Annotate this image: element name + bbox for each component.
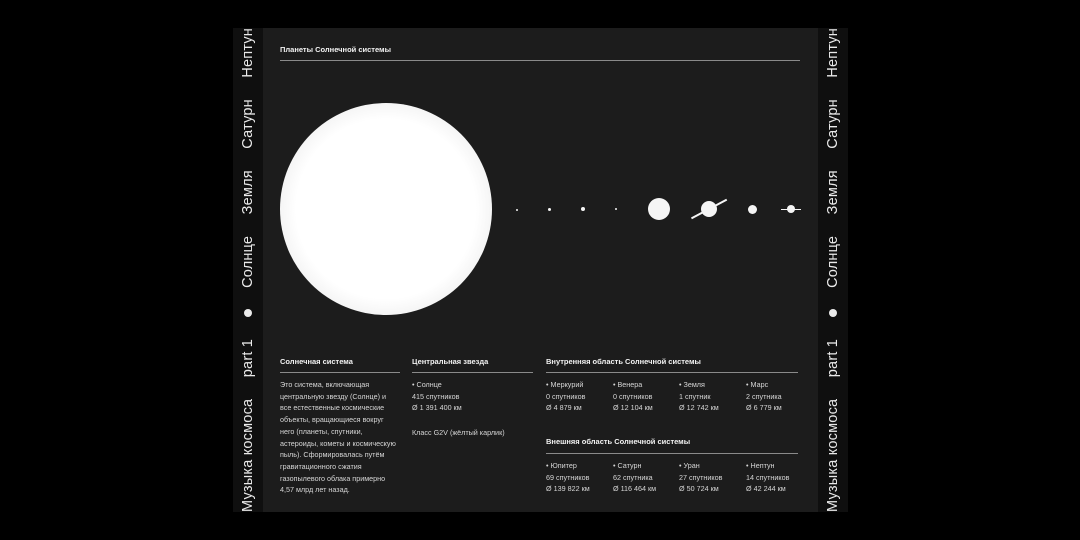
planet-diameter: Ø 50 724 км [679, 484, 719, 494]
divider [546, 453, 798, 454]
planet-uranus [748, 205, 757, 214]
caption-neptune: Нептун [240, 28, 256, 78]
planet-name: • Нептун [746, 460, 789, 472]
planet-moons: 2 спутника [746, 391, 782, 401]
planet-moons: 69 спутников [546, 472, 590, 482]
right-side-strip [818, 28, 848, 512]
neptune-line [781, 209, 801, 210]
sun-illustration [280, 103, 492, 315]
planet-dot-3 [581, 207, 585, 211]
planet-entry-uranus [679, 460, 722, 495]
star-diameter: Ø 1 391 400 км [412, 403, 462, 413]
caption-neptune: Нептун [825, 28, 841, 78]
planet-name: • Земля [679, 379, 719, 391]
caption-saturn: Сатурн [240, 99, 256, 149]
planet-moons: 27 спутников [679, 472, 723, 482]
planet-diameter: Ø 4 879 км [546, 403, 582, 413]
caption-earth: Земля [240, 170, 256, 215]
inner-region-title: Внутренняя область Солнечной системы [546, 357, 701, 366]
solar-system-description: Это система, включающая центральную звезду (Солнце) и все естественные космические объекты, вращающиеся вокруг него (планеты, спутники, астероиды, кометы и космическую пыль). Сформировалась путём гравитационного сжатия газопылевого облака примерно 4,57 млрд лет назад. [280, 380, 396, 495]
poster [233, 28, 848, 512]
planet-moons: 14 спутников [746, 472, 790, 482]
star-moons: 415 спутников [412, 391, 460, 401]
planet-name: • Сатурн [613, 460, 656, 472]
caption-part: part 1 [825, 338, 841, 378]
planet-name: • Венера [613, 379, 653, 391]
caption-earth: Земля [825, 170, 841, 215]
planet-name: • Уран [679, 460, 722, 472]
left-side-strip [233, 28, 263, 512]
planet-diameter: Ø 116 464 км [613, 484, 657, 494]
planet-dot-1 [516, 209, 518, 211]
outer-region-title: Внешняя область Солнечной системы [546, 437, 691, 446]
planet-moons: 0 спутников [546, 391, 586, 401]
page-title: Планеты Солнечной системы [280, 45, 391, 54]
central-star-title: Центральная звезда [412, 357, 489, 366]
caption-sun: Солнце [825, 235, 841, 288]
planet-diameter: Ø 42 244 км [746, 484, 786, 494]
star-name: • Солнце [412, 379, 462, 391]
planet-diameter: Ø 12 104 км [613, 403, 653, 413]
planet-moons: 1 спутник [679, 391, 711, 401]
planet-entry-neptune [746, 460, 789, 495]
planet-moons: 62 спутника [613, 472, 653, 482]
divider [280, 60, 800, 61]
planet-dot-2 [548, 208, 551, 211]
planet-name: • Марс [746, 379, 782, 391]
caption-music-of-space: Музыка космоса [240, 398, 256, 512]
planet-name: • Юпитер [546, 460, 590, 472]
divider [412, 372, 533, 373]
caption-sun: Солнце [240, 235, 256, 288]
right-vertical-caption [818, 28, 848, 512]
left-vertical-caption [233, 28, 263, 512]
solar-system-title: Солнечная система [280, 357, 353, 366]
planet-diameter: Ø 139 822 км [546, 484, 590, 494]
planet-jupiter [648, 198, 670, 220]
dot-icon [244, 309, 252, 317]
planet-dot-4 [615, 208, 617, 210]
planet-name: • Меркурий [546, 379, 585, 391]
central-star-entry [412, 379, 462, 414]
planet-diameter: Ø 6 779 км [746, 403, 782, 413]
caption-saturn: Сатурн [825, 99, 841, 149]
planet-entry-jupiter [546, 460, 590, 495]
divider [280, 372, 400, 373]
caption-part: part 1 [240, 338, 256, 378]
star-class: Класс G2V (жёлтый карлик) [412, 428, 505, 437]
planet-diameter: Ø 12 742 км [679, 403, 719, 413]
divider [546, 372, 798, 373]
planet-entry-mercury [546, 379, 585, 414]
planet-entry-saturn [613, 460, 656, 495]
planet-entry-venus [613, 379, 653, 414]
planet-entry-mars [746, 379, 782, 414]
planet-entry-earth [679, 379, 719, 414]
dot-icon [829, 309, 837, 317]
planet-moons: 0 спутников [613, 391, 653, 401]
caption-music-of-space: Музыка космоса [825, 398, 841, 512]
